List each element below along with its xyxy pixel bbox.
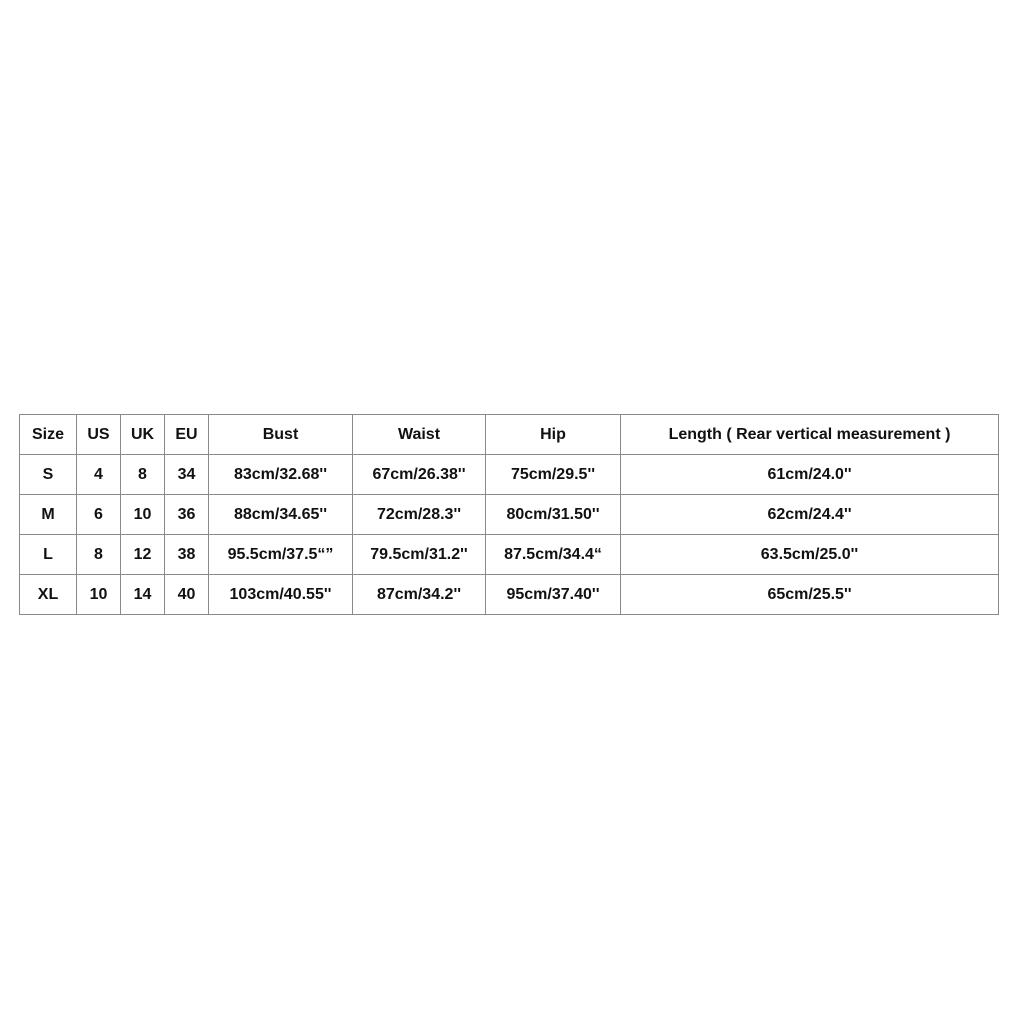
cell-size: S xyxy=(20,455,77,495)
cell-waist: 87cm/34.2'' xyxy=(353,575,486,615)
size-chart-table xyxy=(19,414,999,615)
cell-size: XL xyxy=(20,575,77,615)
table-row xyxy=(20,535,999,575)
cell-uk: 10 xyxy=(121,495,165,535)
cell-hip: 75cm/29.5'' xyxy=(486,455,621,495)
cell-eu: 36 xyxy=(165,495,209,535)
header-uk: UK xyxy=(121,415,165,455)
header-bust: Bust xyxy=(209,415,353,455)
cell-size: L xyxy=(20,535,77,575)
cell-bust: 103cm/40.55'' xyxy=(209,575,353,615)
cell-length: 63.5cm/25.0'' xyxy=(621,535,999,575)
cell-us: 4 xyxy=(77,455,121,495)
header-size: Size xyxy=(20,415,77,455)
cell-uk: 8 xyxy=(121,455,165,495)
header-length: Length ( Rear vertical measurement ) xyxy=(621,415,999,455)
cell-hip: 80cm/31.50'' xyxy=(486,495,621,535)
cell-bust: 83cm/32.68'' xyxy=(209,455,353,495)
cell-us: 6 xyxy=(77,495,121,535)
cell-uk: 12 xyxy=(121,535,165,575)
cell-eu: 40 xyxy=(165,575,209,615)
cell-length: 65cm/25.5'' xyxy=(621,575,999,615)
cell-bust: 88cm/34.65'' xyxy=(209,495,353,535)
header-row xyxy=(20,415,999,455)
cell-hip: 87.5cm/34.4“ xyxy=(486,535,621,575)
header-waist: Waist xyxy=(353,415,486,455)
cell-length: 62cm/24.4'' xyxy=(621,495,999,535)
cell-uk: 14 xyxy=(121,575,165,615)
table-row xyxy=(20,495,999,535)
cell-eu: 34 xyxy=(165,455,209,495)
cell-size: M xyxy=(20,495,77,535)
header-eu: EU xyxy=(165,415,209,455)
cell-eu: 38 xyxy=(165,535,209,575)
cell-hip: 95cm/37.40'' xyxy=(486,575,621,615)
table-row xyxy=(20,455,999,495)
table-row xyxy=(20,575,999,615)
cell-bust: 95.5cm/37.5“” xyxy=(209,535,353,575)
cell-waist: 67cm/26.38'' xyxy=(353,455,486,495)
cell-us: 8 xyxy=(77,535,121,575)
cell-length: 61cm/24.0'' xyxy=(621,455,999,495)
header-hip: Hip xyxy=(486,415,621,455)
header-us: US xyxy=(77,415,121,455)
cell-waist: 79.5cm/31.2'' xyxy=(353,535,486,575)
cell-us: 10 xyxy=(77,575,121,615)
cell-waist: 72cm/28.3'' xyxy=(353,495,486,535)
